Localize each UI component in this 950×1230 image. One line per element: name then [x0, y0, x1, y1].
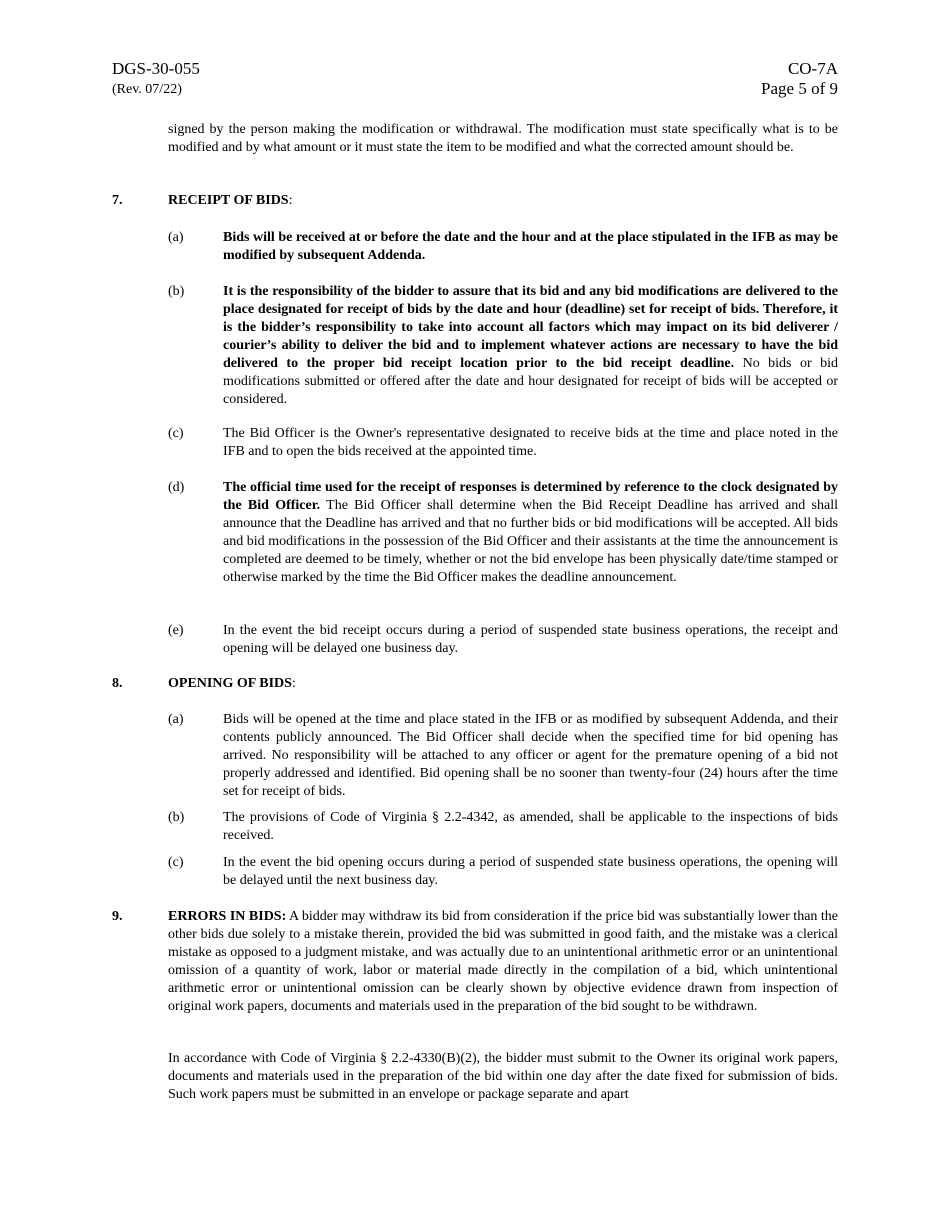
section8-item-a-label: (a) [168, 712, 184, 727]
section7-item-d-text: The Bid Officer shall determine when the Bid Receipt Deadline has arrived and shall announce that the Deadline has arrived and that no further bids or bid modifications will be accepted. All bids and bid modifications in the possession of the Bid Officer and their assistants at the time the announcement is completed are deemed to be timely, whether or not the bid envelope has been physically date/time stamped or otherwise marked by the time the Bid Officer makes the deadline announcement. [223, 498, 838, 585]
section8-item-a: Bids will be opened at the time and place stated in the IFB or as modified by subsequent Addenda, and their contents publicly announced. The Bid Officer shall decide when the specified time for bid opening has arrived. No responsibility will be attached to any officer or agent for the premature opening of a bid not properly addressed and identified. Bid opening shall be no sooner than twenty-four (24) hours after the time set for receipt of bids. [223, 712, 838, 799]
section8-item-c: In the event the bid opening occurs during a period of suspended state business operations, the opening will be delayed until the next business day. [223, 855, 838, 888]
section7-heading [168, 192, 292, 210]
section8-title: OPENING OF BIDS [168, 676, 292, 691]
section7-item-d-bold: The official time used for the receipt of responses is determined by reference to the clock designated by the Bid Officer. [223, 480, 838, 513]
section9-paragraph-2: In accordance with Code of Virginia § 2.2-4330(B)(2), the bidder must submit to the Owner its original work papers, documents and materials used in the preparation of the bid within one day after the date fixed for submission of bids. Such work papers must be submitted in an envelope or package separate and apart [168, 1051, 838, 1102]
section8-item-b: The provisions of Code of Virginia § 2.2-4342, as amended, shall be applicable to the inspections of bids received. [223, 810, 838, 843]
section9-paragraph [168, 908, 838, 1016]
section7-item-e-text: In the event the bid receipt occurs during a period of suspended state business operations, the receipt and opening will be delayed one business day. [223, 623, 838, 656]
section8-colon: : [291, 676, 296, 691]
section7-item-e-label: (e) [168, 623, 184, 638]
intro-paragraph [168, 121, 838, 157]
intro-text: signed by the person making the modification or withdrawal. The modification must state specifically what is to be modified and by what amount or it must state the item to be modified and what the corrected amount should be. [168, 122, 838, 155]
section7-item-b-text: No bids or bid modifications submitted or offered after the date and hour designated for receipt of bids will be accepted or considered. [223, 356, 838, 407]
section7-item-b-bold: It is the responsibility of the bidder to assure that its bid and any bid modifications are delivered to the place designated for receipt of bids by the date and hour (deadline) set for receipt of bids. Therefore, it is the bidder’s responsibility to take into account all factors which may impact on its bid deliverer / courier’s ability to deliver the bid and to implement whatever actions are necessary to have the bid delivered to the proper bid receipt location prior to the bid receipt deadline. [223, 284, 838, 371]
section9-number: 9. [112, 909, 123, 924]
page-number: Page 5 of 9 [761, 79, 838, 98]
section8-number: 8. [112, 676, 123, 691]
form-id: DGS-30-055 [112, 59, 200, 78]
section7-item-a [223, 229, 838, 265]
section7-title: RECEIPT OF BIDS [168, 193, 289, 208]
section7-item-a-label: (a) [168, 230, 184, 245]
section7-item-a-bold: Bids will be received at or before the date and the hour and at the place stipulated in the IFB as may be modified by subsequent Addenda. [223, 230, 838, 263]
form-code: CO-7A [787, 59, 838, 78]
section9-text: A bidder may withdraw its bid from consideration if the price bid was substantially lower than the other bids due solely to a mistake therein, provided the bid was submitted in good faith, and the mistake was a clerical mistake as opposed to a judgment mistake, and was actually due to an unintentional arithmetic error or an unintentional omission of a quantity of work, labor or material made directly in the compilation of a bid, which unintentional arithmetic error or unintentional omission can be clearly shown by objective evidence drawn from inspection of original work papers, documents and materials used in the preparation of the bid sought to be withdrawn. [168, 909, 839, 1014]
section7-item-c [223, 425, 838, 461]
section7-item-b [223, 283, 838, 409]
section7-item-c-label: (c) [168, 426, 184, 441]
section8-item-b-label: (b) [168, 810, 185, 825]
section7-item-e [223, 622, 838, 658]
section7-item-d-label: (d) [168, 480, 185, 495]
section7-item-c-text: The Bid Officer is the Owner's representative designated to receive bids at the time and place noted in the IFB and to open the bids received at the appointed time. [223, 426, 838, 459]
section9-title: ERRORS IN BIDS: [168, 909, 287, 924]
section8-item-c-label: (c) [168, 855, 184, 870]
section7-item-d [223, 479, 838, 587]
revision-date: (Rev. 07/22) [112, 82, 182, 97]
section7-colon: : [288, 193, 293, 208]
section7-number: 7. [112, 193, 123, 208]
section7-item-b-label: (b) [168, 284, 185, 299]
section8-heading [168, 675, 296, 693]
